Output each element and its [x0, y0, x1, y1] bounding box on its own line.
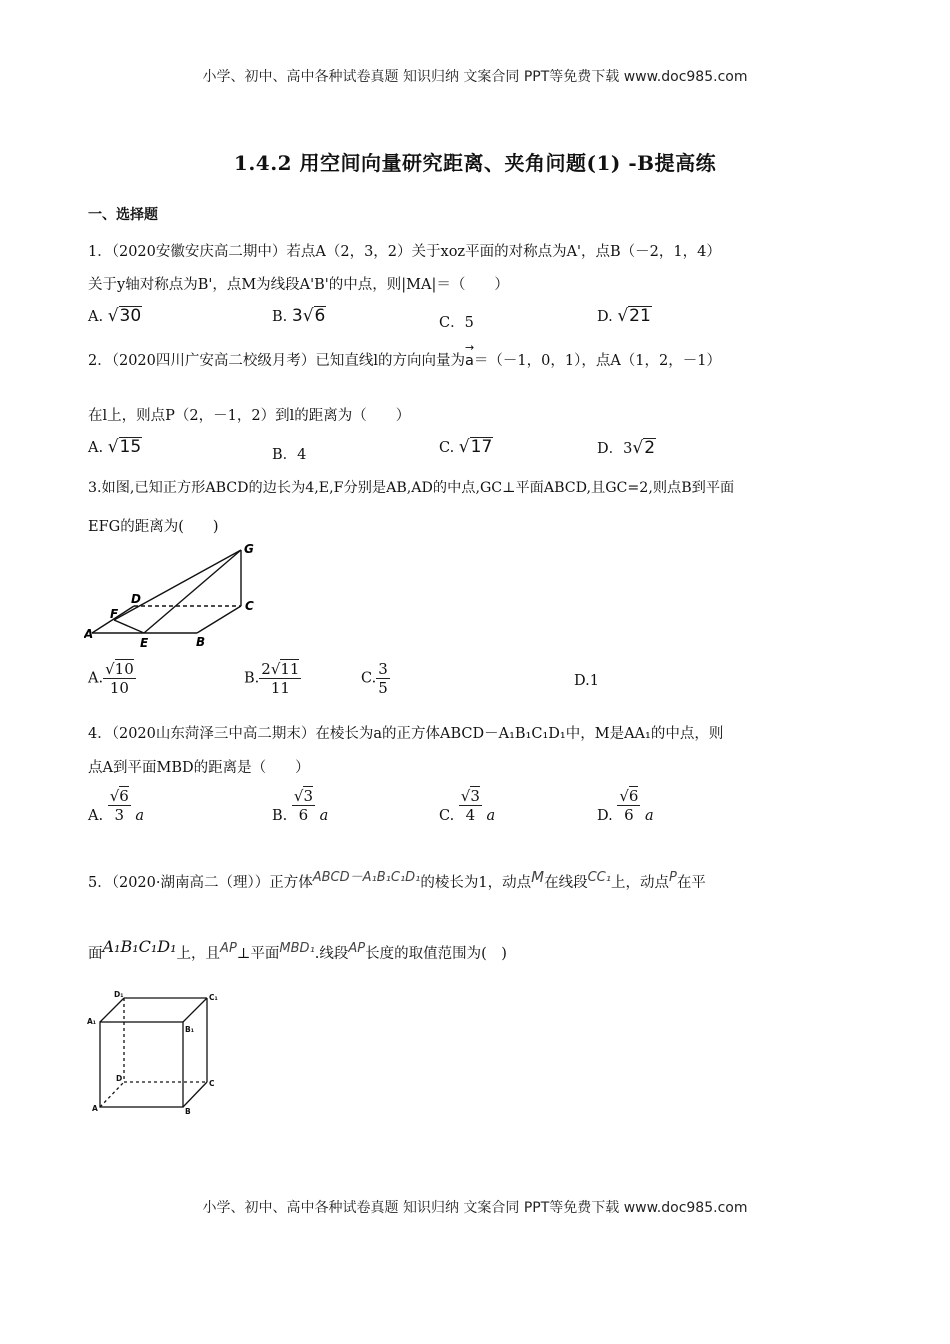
- q5-line1: [88, 866, 706, 892]
- label-g: G: [244, 542, 254, 556]
- q3-option-b-label: B.: [244, 670, 260, 687]
- fraction: [108, 787, 131, 824]
- q5-text-1a: 5．（2020·湖南高二（理））正方体: [88, 875, 313, 891]
- q3-option-b-den: 11: [270, 679, 290, 697]
- q5-segment-ap: AP: [220, 941, 237, 956]
- q5-text-2d: .线段: [314, 946, 349, 962]
- label-a: A: [84, 627, 94, 641]
- q4-option-b-den: 6: [298, 806, 309, 824]
- label-b1: B₁: [185, 1025, 195, 1034]
- q5-text-2c: ⊥平面: [236, 946, 280, 962]
- label-d: D: [116, 1074, 123, 1083]
- q2-option-c[interactable]: [439, 437, 493, 457]
- q2-option-c-value: 17: [470, 437, 493, 457]
- q3-option-c-num: 3: [378, 660, 388, 678]
- q1-option-c[interactable]: C．5: [439, 315, 474, 331]
- fraction-numerator: √6: [109, 787, 129, 805]
- fraction: [617, 787, 640, 824]
- q4-unit-a: a: [135, 808, 145, 824]
- fraction: [103, 660, 136, 697]
- page-footer: 小学、初中、高中各种试卷真题 知识归纳 文案合同 PPT等免费下载 www.doc985.com: [202, 1200, 748, 1216]
- q5-segment-cc1: CC₁: [587, 870, 611, 885]
- sqrt-symbol: √30: [107, 306, 142, 326]
- q3-option-c[interactable]: [361, 660, 390, 697]
- q4-unit-d: a: [645, 808, 654, 824]
- q4-option-c-num: 3: [470, 787, 480, 805]
- edge-fe: [114, 620, 144, 633]
- page-header: 小学、初中、高中各种试卷真题 知识归纳 文案合同 PPT等免费下载 www.doc985.com: [202, 69, 748, 85]
- edge-ad: [100, 1082, 124, 1107]
- vector-a: [465, 341, 475, 369]
- q5-point-m: M: [531, 868, 545, 886]
- q2-option-d-label: D．3: [597, 441, 633, 457]
- q2-option-d-value: 2: [644, 438, 656, 458]
- q2-line2: 在l上，则点P（2，－1，2）到l的距离为（ ）: [88, 408, 411, 424]
- q3-option-a-den: 10: [109, 679, 129, 697]
- q5-plane-mbd1: MBD₁: [279, 941, 315, 956]
- q4-option-a-label: A.: [88, 808, 104, 824]
- q3-option-c-label: C.: [361, 670, 377, 687]
- q5-cube-name: ABCD－A₁B₁C₁D₁: [312, 870, 421, 885]
- sqrt-symbol: √15: [107, 437, 142, 457]
- q1-option-d-label: D.: [597, 309, 613, 325]
- q2-option-b[interactable]: B．4: [272, 447, 307, 463]
- label-b: B: [185, 1107, 191, 1115]
- q1-option-a-value: 30: [119, 306, 142, 326]
- q1-option-d[interactable]: [597, 306, 652, 326]
- q1-option-a[interactable]: [88, 306, 142, 326]
- sqrt-symbol: 3√6: [291, 306, 326, 326]
- q5-segment-ap-2: AP: [348, 941, 366, 956]
- label-c: C: [209, 1079, 215, 1088]
- q2-line1-text-a: 2．（2020四川广安高二校级月考）已知直线l的方向向量为: [88, 353, 466, 369]
- q5-text-1e: 在平: [676, 875, 706, 891]
- label-c: C: [245, 599, 254, 613]
- q4-option-d-num: 6: [628, 787, 639, 805]
- edge-fg: [114, 550, 241, 620]
- q4-line1: 4．（2020山东菏泽三中高二期末）在棱长为a的正方体ABCD－A₁B₁C₁D₁中，M是AA₁的中点，则: [88, 726, 724, 742]
- q3-option-c-den: 5: [378, 679, 388, 697]
- q5-cube-figure: [86, 990, 226, 1115]
- q5-point-p: P: [668, 870, 677, 885]
- q4-line2: 点A到平面MBD的距离是（ ）: [88, 760, 310, 776]
- cube-front-face: [100, 1022, 183, 1107]
- fraction-numerator: √3: [460, 787, 480, 805]
- q3-option-d[interactable]: D.1: [574, 673, 599, 689]
- q1-option-a-label: A.: [88, 309, 104, 325]
- q4-option-b-label: B.: [272, 808, 288, 824]
- q4-unit-c: a: [486, 808, 496, 824]
- q3-line2: EFG的距离为( ): [88, 519, 219, 535]
- q5-text-1d: 上，动点: [610, 875, 669, 891]
- sqrt-symbol: √2: [632, 438, 656, 458]
- label-d1: D₁: [114, 990, 124, 999]
- edge-eg: [144, 550, 241, 633]
- vector-arrow-icon: →: [465, 341, 475, 354]
- fraction: [292, 787, 315, 824]
- q3-figure: [84, 538, 270, 650]
- q4-option-c-label: C.: [439, 808, 455, 824]
- q5-text-1c: 在线段: [544, 875, 588, 891]
- q1-option-b-coef: 3: [291, 306, 303, 326]
- q5-line2: [88, 937, 507, 963]
- q5-plane-name: A₁B₁C₁D₁: [102, 937, 177, 956]
- q5-text-2e: 长度的取值范围为( ): [365, 946, 507, 962]
- label-e: E: [140, 636, 149, 650]
- q2-option-a[interactable]: [88, 437, 142, 457]
- page-title: 1.4.2 用空间向量研究距离、夹角问题(1) -B提高练: [233, 151, 717, 175]
- q4-option-d-label: D.: [597, 808, 613, 824]
- label-a: A: [92, 1104, 98, 1113]
- q3-option-a-label: A.: [88, 670, 104, 687]
- q1-option-b[interactable]: [272, 306, 326, 326]
- q1-line2: 关于y轴对称点为B'，点M为线段A'B'的中点，则|MA|＝（ ）: [88, 277, 509, 293]
- q3-option-b-coef: 2: [261, 660, 271, 678]
- q5-text-2b: 上，且: [176, 946, 221, 962]
- q4-option-b[interactable]: [272, 787, 328, 824]
- q3-option-b[interactable]: [244, 660, 301, 697]
- q4-option-a[interactable]: [88, 787, 144, 824]
- fraction: [459, 787, 482, 824]
- q4-option-c-den: 4: [465, 806, 476, 824]
- q4-option-c[interactable]: [439, 787, 495, 824]
- q5-text-2a: 面: [88, 946, 103, 962]
- q5-text-1b: 的棱长为1，动点: [420, 875, 532, 891]
- label-c1: C₁: [209, 993, 218, 1002]
- edge-bc: [183, 1082, 207, 1107]
- q2-option-c-label: C.: [439, 440, 455, 456]
- q2-option-a-label: A.: [88, 440, 104, 456]
- q1-option-b-label: B.: [272, 309, 288, 325]
- q1-line1: 1．（2020安徽安庆高二期中）若点A（2，3，2）关于xoz平面的对称点为A'，点B（－2，1，4）: [88, 244, 721, 260]
- fraction: [259, 660, 301, 697]
- label-a1: A₁: [87, 1017, 97, 1026]
- q1-option-d-value: 21: [629, 306, 651, 326]
- q4-option-a-den: 3: [114, 806, 125, 824]
- q2-line1-text-b: ＝（－1，0，1），点A（1，2，－1）: [473, 353, 721, 369]
- q2-option-d[interactable]: [597, 437, 656, 458]
- q2-option-a-value: 15: [119, 437, 142, 457]
- q3-option-a[interactable]: [88, 660, 136, 697]
- q3-option-a-num: 10: [114, 660, 134, 678]
- q4-option-d-den: 6: [624, 806, 634, 824]
- sqrt-symbol: √17: [458, 437, 493, 457]
- edge-a1d1: [100, 998, 124, 1022]
- fraction-numerator: √6: [619, 787, 639, 805]
- q4-option-d[interactable]: [597, 787, 654, 824]
- vector-a-letter: a: [465, 353, 474, 369]
- q4-option-a-num: 6: [119, 787, 129, 805]
- sqrt-symbol: √21: [617, 306, 651, 326]
- fraction-numerator: √3: [293, 787, 313, 805]
- q1-option-b-value: 6: [314, 306, 326, 326]
- fraction-numerator: √10: [105, 660, 134, 678]
- label-d: D: [131, 592, 141, 606]
- edge-bc: [197, 606, 241, 633]
- label-b: B: [196, 635, 206, 649]
- section-heading: 一、选择题: [88, 207, 158, 223]
- q3-line1: 3.如图,已知正方形ABCD的边长为4,E,F分别是AB,AD的中点,GC⊥平面ABCD,且GC=2,则点B到平面: [88, 480, 735, 496]
- label-f: F: [110, 607, 119, 621]
- q4-option-b-num: 3: [303, 787, 313, 805]
- q4-unit-b: a: [319, 808, 329, 824]
- fraction: [376, 660, 390, 697]
- q3-option-b-num: 11: [280, 660, 300, 678]
- edge-b1c1: [183, 998, 207, 1022]
- fraction-numerator: 2√11: [261, 660, 300, 678]
- q2-line1: [88, 341, 721, 370]
